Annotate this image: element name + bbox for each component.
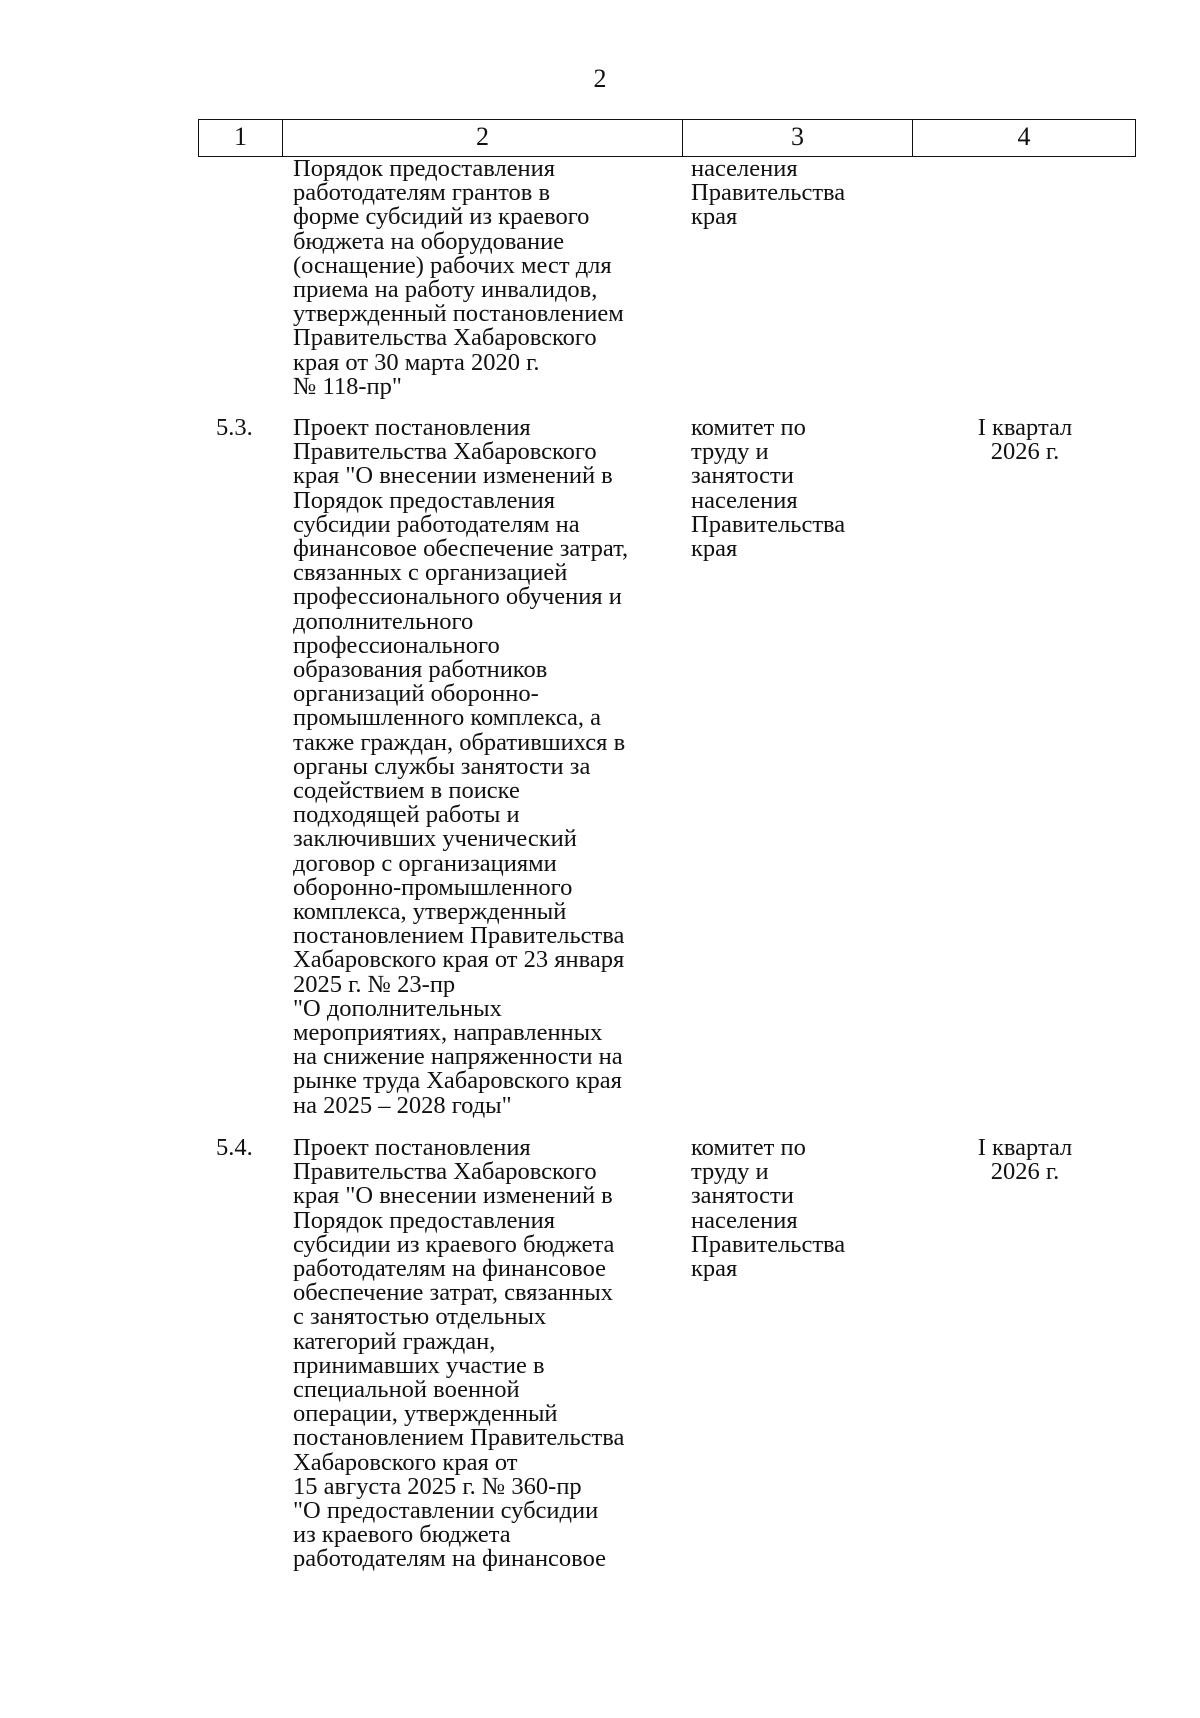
row-term: I квартал 2026 г. — [977, 1134, 1073, 1186]
table-header-col-3: 3 — [683, 120, 913, 156]
row-number: 5.4. — [216, 1134, 253, 1161]
page-number: 2 — [593, 64, 607, 93]
table-header-col-4: 4 — [1017, 122, 1031, 151]
table-header-col-1: 1 — [199, 120, 283, 156]
table-header-row — [198, 119, 1136, 157]
row-term: I квартал 2026 г. — [977, 414, 1073, 466]
row-executor: комитет по труду и занятости населения Правительства края — [691, 1134, 846, 1283]
row-executor: населения Правительства края — [691, 155, 846, 231]
row-document-name: Проект постановления Правительства Хабаровского края "О внесении изменений в Порядок предоставления субсидии работодателям на финансовое обеспечение затрат, связанных с организацией профессионального обучения и дополнительного профессионального образования работников организаций оборонно- промышленного комплекса, а также граждан, обратившихся в органы службы занятости за содействием в поиске подходящей работы и заключивших ученический договор с организациями оборонно-промышленного комплекса, утвержденный постановлением Правительства Хабаровского края от 23 января 2025 г. № 23-пр "О дополнительных мероприятиях, направленных на снижение напряженности на рынке труда Хабаровского края на 2025 – 2028 годы" — [293, 414, 629, 1119]
row-number: 5.3. — [216, 414, 253, 441]
table-header-col-2: 2 — [283, 120, 683, 156]
row-document-name: Проект постановления Правительства Хабаровского края "О внесении изменений в Порядок предоставления субсидии из краевого бюджета работодателям на финансовое обеспечение затрат, связанных с занятостью отдельных категорий граждан, принимавших участие в специальной военной операции, утвержденный постановлением Правительства Хабаровского края от 15 августа 2025 г. № 360-пр "О предоставлении субсидии из краевого бюджета работодателям на финансовое — [293, 1134, 625, 1573]
row-document-name: Порядок предоставления работодателям грантов в форме субсидий из краевого бюджета на оборудование (оснащение) рабочих мест для приема на работу инвалидов, утвержденный постановлением Правительства Хабаровского края от 30 марта 2020 г. № 118-пр" — [293, 155, 624, 400]
row-executor: комитет по труду и занятости населения Правительства края — [691, 414, 846, 563]
